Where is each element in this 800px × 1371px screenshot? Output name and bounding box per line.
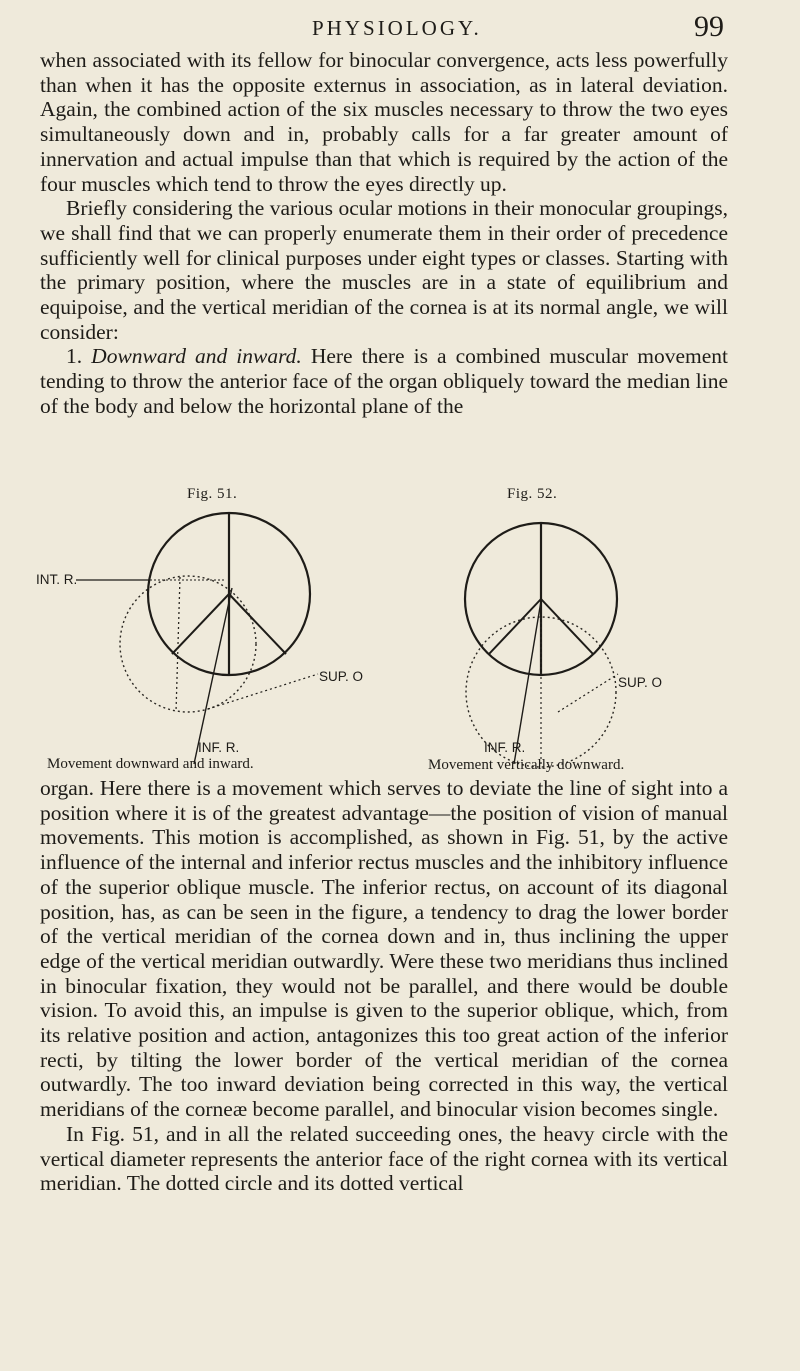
- fig51-label-int-r: INT. R.: [36, 572, 78, 587]
- fig51-caption: Movement downward and inward.: [47, 756, 254, 772]
- paragraph-2: Briefly considering the various ocular motions in their monocular groupings, we shall find that we can properly enumerate them in their order of precedence sufficiently well for clinical purposes under eight types or classes. Starting with the primary position, where the muscles are in a state of equilibrium and equipoise, and the vertical meridian of the cornea is at its normal angle, we will consider:: [40, 196, 728, 344]
- fig52-label-inf-r: INF. R.: [484, 740, 526, 755]
- body-text-bottom: [40, 776, 728, 1196]
- item-title: Downward and inward.: [91, 344, 302, 369]
- fig51-label-inf-r: INF. R.: [198, 740, 240, 755]
- running-head: PHYSIOLOGY.: [312, 16, 482, 40]
- paragraph-item-1: [40, 344, 728, 418]
- page-number: 99: [694, 10, 724, 43]
- fig52-sup-o-line: [558, 674, 618, 712]
- fig51-title: Fig. 51.: [187, 486, 238, 502]
- body-text-top: [40, 48, 728, 419]
- paragraph-1: when associated with its fellow for binocular convergence, acts less powerfully than when it has the opposite externus in association, as in lateral deviation. Again, the combined action of the six muscles necessary to throw the two eyes simultaneously down and in, probably calls for a far greater amount of innervation and actual impulse than that which is required by the action of the four muscles which tend to throw the eyes directly up.: [40, 48, 728, 196]
- fig52-caption: Movement vertically downward.: [428, 757, 625, 773]
- fig52-diagram: [0, 484, 800, 774]
- page-header: [0, 10, 800, 46]
- figures-row: [0, 484, 800, 774]
- fig52-line-right: [541, 599, 593, 654]
- fig52-label-sup-o: SUP. O: [618, 675, 663, 690]
- item-number: 1.: [66, 344, 83, 369]
- paragraph-3: organ. Here there is a movement which serves to deviate the line of sight into a position where it is of the greatest advantage—the position of vision of manual movements. This motion is accomplished, as shown in Fig. 51, by the active influence of the internal and inferior rectus muscles and the inhibitory influence of the superior oblique muscle. The inferior rectus, on account of its diagonal position, has, as can be seen in the figure, a tendency to drag the lower border of the vertical meridian of the cornea down and in, thus inclining the upper edge of the vertical meridian outwardly. Were these two meridians thus inclined in binocular fixation, they would not be parallel, and there would be double vision. To avoid this, an impulse is given to the superior oblique, which, from its relative position and action, antagonizes this too great action of the inferior recti, by tilting the lower border of the vertical meridian of the cornea outwardly. The too inward deviation being corrected in this way, the vertical meridians of the corneæ become parallel, and binocular vision becomes single.: [40, 776, 728, 1122]
- fig51-label-sup-o: SUP. O: [319, 669, 364, 684]
- paragraph-4: In Fig. 51, and in all the related succeeding ones, the heavy circle with the vertical diameter represents the anterior face of the right cornea with its vertical meridian. The dotted circle and its dotted vertical: [40, 1121, 728, 1196]
- fig52-title: Fig. 52.: [507, 486, 558, 502]
- item-text: Here there is a combined muscular movement tending to throw the anterior face of the organ obliquely toward the median line of the body and below the horizontal plane of the: [40, 344, 729, 418]
